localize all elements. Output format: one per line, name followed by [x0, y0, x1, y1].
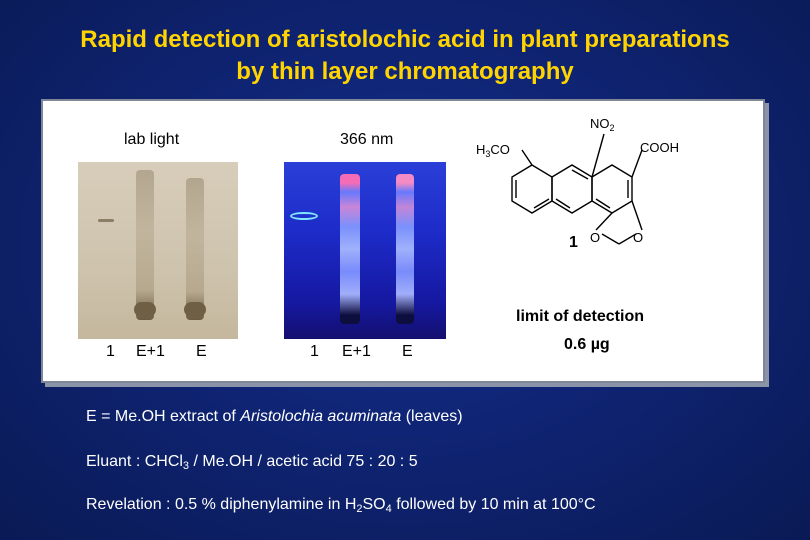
- lab-lane-e: [186, 178, 204, 320]
- extract-note: [86, 408, 463, 426]
- uv-lane-label-e: E: [402, 343, 413, 360]
- eluant-note: [86, 453, 418, 471]
- extract-species: Aristolochia acuminata: [240, 408, 402, 425]
- extract-prefix: E = Me.OH extract of: [86, 408, 241, 425]
- lab-lane-label-1: 1: [106, 343, 115, 360]
- compound-number: 1: [569, 234, 578, 250]
- tlc-plate-366nm: [284, 162, 446, 339]
- lab-lane-1-spot: [98, 219, 114, 222]
- lab-lane-label-e: E: [196, 343, 207, 360]
- lab-lane-e-plus-1-origin: [134, 302, 156, 317]
- ring-middle: [552, 165, 592, 213]
- carboxyl-label: COOH: [640, 140, 679, 155]
- revelation-sub-2: 4: [385, 503, 392, 515]
- revelation-part-1: Revelation : 0.5 % diphenylamine in H: [86, 496, 357, 513]
- methoxy-label: $H_3CO$: [476, 142, 510, 159]
- lod-value: 0.6 µg: [564, 336, 610, 353]
- revelation-part-2: SO: [362, 496, 386, 513]
- uv-lane-e: [396, 174, 414, 324]
- aristolochic-acid-structure: [472, 110, 692, 250]
- revelation-note: [86, 496, 596, 514]
- eluant-part-2: / Me.OH / acetic acid 75 : 20 : 5: [189, 453, 418, 470]
- ring-left: [512, 165, 552, 213]
- tlc-plate-lab-light: [78, 162, 238, 339]
- lod-label: limit of detection: [516, 308, 644, 325]
- eluant-sub: 3: [182, 460, 190, 472]
- revelation-sub-1: 2: [356, 503, 363, 515]
- title-line-2: by thin layer chromatography: [236, 58, 574, 85]
- slide-title: [0, 24, 810, 88]
- ring-right: [592, 165, 632, 213]
- lab-light-label: lab light: [124, 131, 180, 148]
- lab-lane-e-origin: [184, 302, 206, 317]
- oxygen-left-label: O: [590, 230, 601, 245]
- eluant-part-1: Eluant : CHCl: [86, 453, 183, 470]
- nitro-label: $NO_2$: [590, 116, 615, 133]
- uv-366nm-label: 366 nm: [340, 131, 394, 148]
- title-line-1: Rapid detection of aristolochic acid in plant preparations: [80, 26, 730, 53]
- uv-lane-label-e-plus-1: E+1: [342, 343, 371, 360]
- uv-lane-e-plus-1: [340, 174, 360, 324]
- uv-lane-label-1: 1: [310, 343, 319, 360]
- oxygen-right-label: O: [633, 230, 644, 245]
- extract-suffix: (leaves): [401, 408, 463, 425]
- revelation-part-3: followed by 10 min at 100°C: [391, 496, 596, 513]
- lab-lane-label-e-plus-1: E+1: [136, 343, 165, 360]
- uv-lane-1-spot: [290, 212, 318, 220]
- lab-lane-e-plus-1: [136, 170, 154, 320]
